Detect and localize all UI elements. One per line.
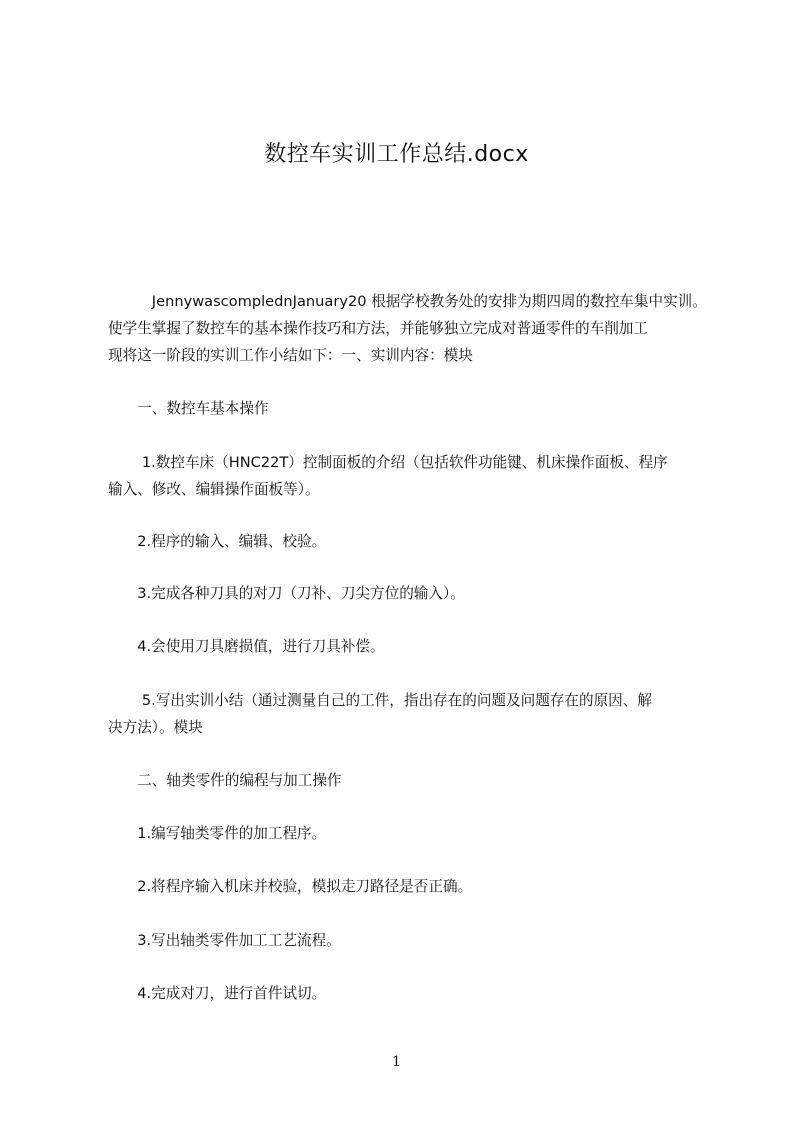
item-1-5-line-2: 决方法）。模块	[108, 719, 203, 736]
intro-line-3: 现将这一阶段的实训工作小结如下：一、实训内容：模块	[108, 347, 473, 364]
item-2-1: 1.编写轴类零件的加工程序。	[108, 825, 327, 842]
page-title: 数控车实训工作总结.docx	[264, 142, 529, 167]
item-1-1-line-1: 1.数控车床（HNC22T）控制面板的介绍（包括软件功能键、机床操作面板、程序	[108, 454, 668, 471]
section-1-heading: 一、数控车基本操作	[108, 400, 269, 417]
item-2-3: 3.写出轴类零件加工工艺流程。	[108, 932, 341, 949]
item-1-4: 4.会使用刀具磨损值，进行刀具补偿。	[108, 638, 385, 655]
item-1-3: 3.完成各种刀具的对刀（刀补、刀尖方位的输入）。	[108, 585, 465, 602]
section-2-heading: 二、轴类零件的编程与加工操作	[108, 772, 342, 789]
item-1-5-line-1: 5.写出实训小结（通过测量自己的工件，指出存在的问题及问题存在的原因、解	[108, 692, 652, 709]
item-1-2: 2.程序的输入、编辑、校验。	[108, 533, 327, 550]
item-2-4: 4.完成对刀，进行首件试切。	[108, 985, 327, 1002]
item-2-2: 2.将程序输入机床并校验，模拟走刀路径是否正确。	[108, 878, 473, 895]
intro-line-2: 使学生掌握了数控车的基本操作技巧和方法，并能够独立完成对普通零件的车削加工	[108, 320, 648, 337]
intro-line-1: JennywascomplednJanuary20 根据学校教务处的安排为期四周的数控车集中实训。	[108, 293, 707, 310]
item-1-1-line-2: 输入、修改、编辑操作面板等）。	[108, 481, 320, 498]
page-number: 1	[392, 1054, 401, 1070]
